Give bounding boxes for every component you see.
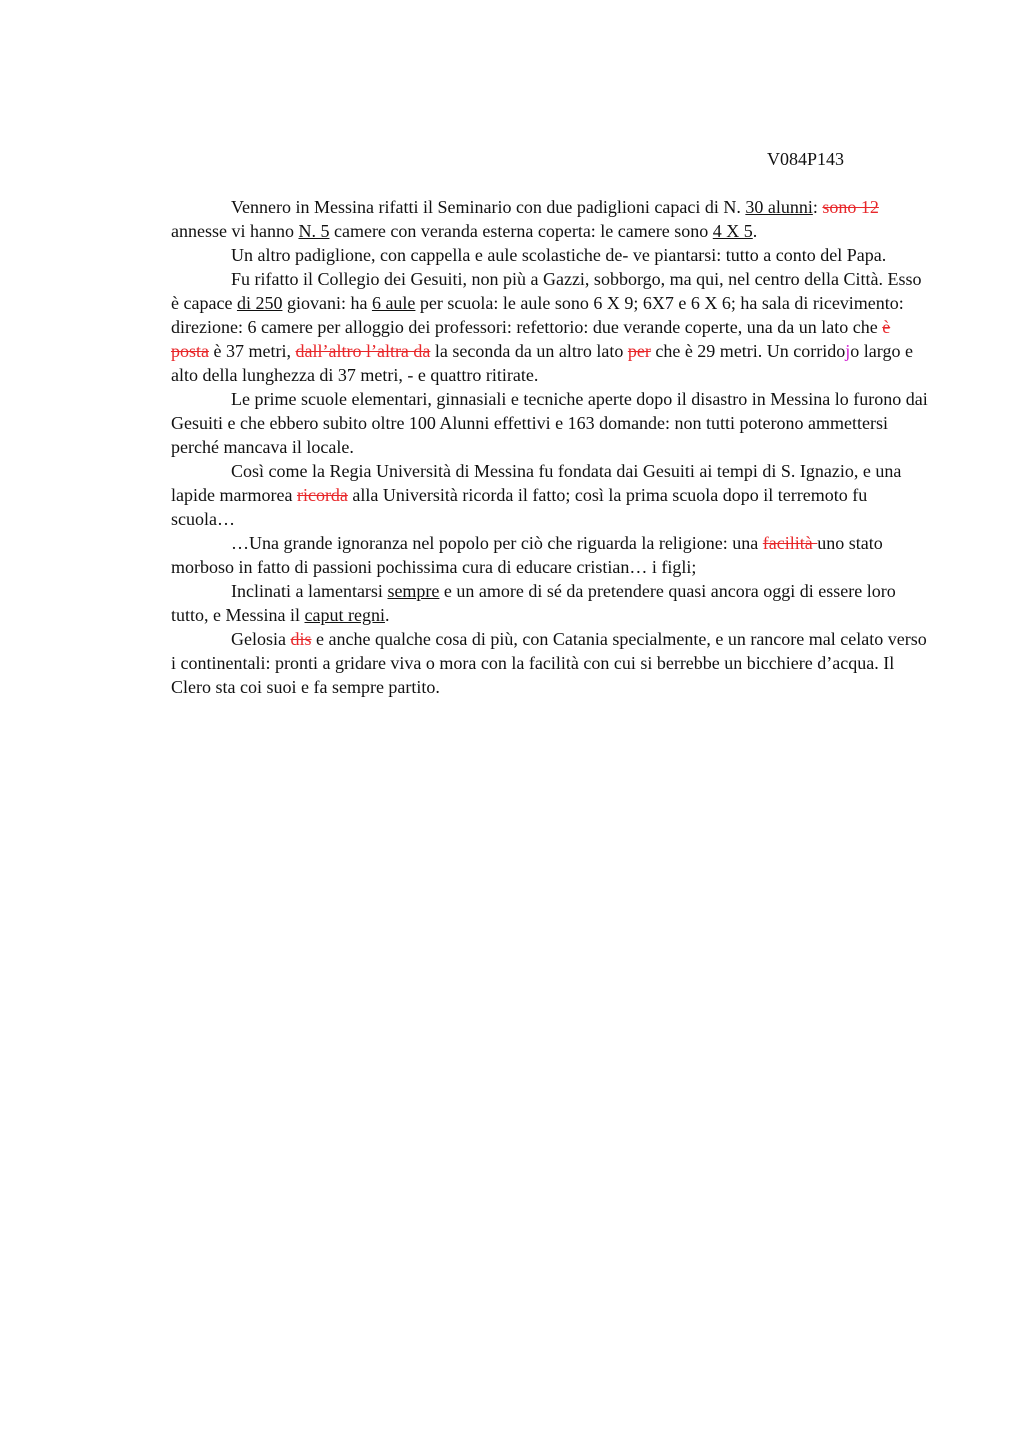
text-run: la seconda da un altro lato [430, 341, 628, 361]
paragraph [171, 459, 929, 531]
text-run: . [384, 605, 390, 625]
deleted-text: ricorda [296, 485, 348, 505]
text-run: : [812, 197, 823, 217]
underlined-text: 30 alunni [745, 197, 813, 217]
text-run: Gelosia [231, 629, 291, 649]
underlined-text: caput regni [304, 605, 385, 625]
text-run: camere con veranda esterna coperta: le camere sono [329, 221, 713, 241]
text-run: per scuola: le aule sono 6 X 9; 6X7 e 6 X 6; ha sala di ricevimento: direzione: 6 camere per alloggio dei professori: refettorio: due verande coperte, una da un lato che [171, 293, 904, 337]
underlined-text: 4 X 5 [712, 221, 753, 241]
text-run: alla Università ricorda il fatto; così la prima scuola dopo il terremoto fu scuola… [171, 485, 868, 529]
deleted-text: facilità [762, 533, 818, 553]
text-run: . [752, 221, 758, 241]
text-run: Fu rifatto il Collegio dei Gesuiti, non più a Gazzi, sobborgo, ma qui, nel centro della Città. Esso è capace [171, 269, 922, 313]
paragraph [171, 531, 929, 579]
text-run: Vennero in Messina rifatti il Seminario con due padiglioni capaci di N. [231, 197, 746, 217]
text-run: Inclinati a lamentarsi [231, 581, 388, 601]
deleted-text: dall’altro l’altra da [295, 341, 431, 361]
document-body [171, 195, 929, 699]
text-run: uno stato morboso in fatto di passioni pochissima cura di educare cristian… i figli; [171, 533, 883, 577]
text-run: annesse vi hanno [171, 221, 299, 241]
text-run: Le prime scuole elementari, ginnasiali e tecniche aperte dopo il disastro in Messina lo furono dai Gesuiti e che ebbero subito oltre 100 Alunni effettivi e 163 domande: non tutti poterono ammettersi perché mancava il locale. [171, 389, 928, 457]
text-run: Così come la Regia Università di Messina fu fondata dai Gesuiti ai tempi di S. Ignazio, e una lapide marmorea [171, 461, 902, 505]
text-run: …Una grande ignoranza nel popolo per ciò che riguarda la religione: una [231, 533, 763, 553]
paragraph [171, 627, 929, 699]
deleted-text: per [627, 341, 651, 361]
underlined-text: sempre [387, 581, 440, 601]
deleted-text: è posta [171, 317, 891, 361]
paragraph [171, 243, 929, 267]
underlined-text: 6 aule [371, 293, 416, 313]
paragraph [171, 195, 929, 243]
inserted-letter: j [845, 341, 851, 361]
paragraph [171, 267, 929, 387]
text-run: è 37 metri, [209, 341, 296, 361]
underlined-text: N. 5 [298, 221, 330, 241]
text-run: e un amore di sé da pretendere quasi ancora oggi di essere loro tutto, e Messina il [171, 581, 896, 625]
page-code: V084P143 [766, 149, 844, 169]
text-run: e anche qualche cosa di più, con Catania specialmente, e un rancore mal celato verso i continentali: pronti a gridare viva o mora con la facilità con cui si berrebbe un bicchiere d’acqua. Il Clero sta coi suoi e fa sempre partito. [171, 629, 927, 697]
text-run: che è 29 metri. Un corrido [650, 341, 846, 361]
paragraph [171, 387, 929, 459]
underlined-text: di 250 [236, 293, 283, 313]
text-run: Un altro padiglione, con cappella e aule scolastiche de- ve piantarsi: tutto a conto del Papa. [231, 245, 887, 265]
deleted-text: dis [290, 629, 312, 649]
paragraph [171, 579, 929, 627]
deleted-text: sono 12 [822, 197, 879, 217]
text-run: giovani: ha [282, 293, 372, 313]
text-run: o largo e alto della lunghezza di 37 metri, - e quattro ritirate. [171, 341, 913, 385]
